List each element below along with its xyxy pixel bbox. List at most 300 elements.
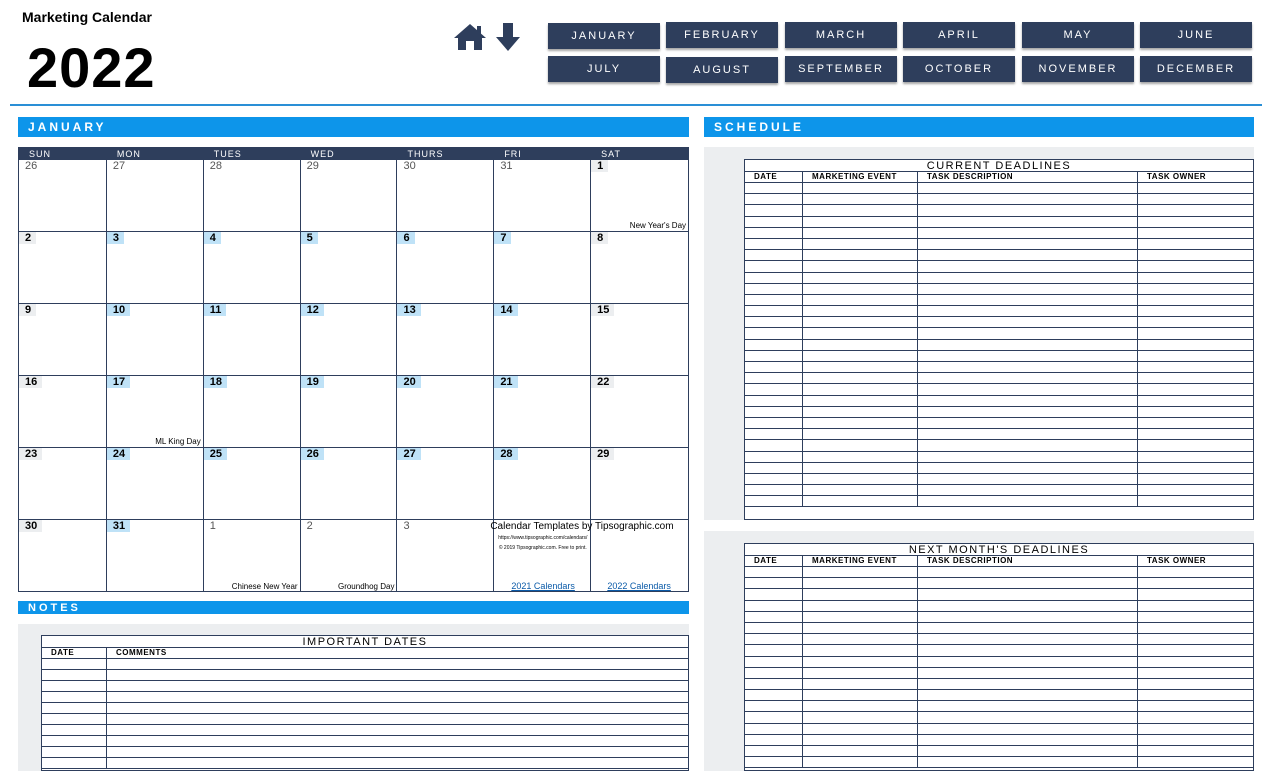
table-cell[interactable] (1138, 373, 1253, 383)
day-cell[interactable] (19, 160, 107, 232)
table-cell[interactable] (1138, 578, 1253, 588)
table-cell[interactable] (1138, 474, 1253, 484)
month-button-january[interactable]: JANUARY (548, 23, 660, 49)
table-cell[interactable] (745, 612, 803, 622)
table-cell[interactable] (918, 757, 1138, 767)
table-cell[interactable] (918, 250, 1138, 260)
table-cell[interactable] (745, 463, 803, 473)
table-row (745, 746, 1253, 757)
table-cell[interactable] (1138, 194, 1253, 204)
table-cell[interactable] (918, 362, 1138, 372)
table-cell[interactable] (918, 328, 1138, 338)
table-cell[interactable] (1138, 261, 1253, 271)
day-cell[interactable] (591, 232, 688, 304)
table-cell[interactable] (745, 724, 803, 734)
table-cell[interactable] (803, 384, 918, 394)
table-cell[interactable] (42, 681, 107, 691)
table-cell[interactable] (1138, 757, 1253, 767)
table-cell[interactable] (1138, 295, 1253, 305)
table-cell[interactable] (918, 317, 1138, 327)
table-cell[interactable] (1138, 634, 1253, 644)
table-cell[interactable] (107, 725, 688, 735)
table-cell[interactable] (918, 485, 1138, 495)
table-cell[interactable] (42, 747, 107, 757)
holiday-label: Groundhog Day (337, 582, 395, 591)
table-cell[interactable] (803, 701, 918, 711)
table-cell[interactable] (918, 295, 1138, 305)
table-cell[interactable] (745, 589, 803, 599)
table-row (745, 634, 1253, 645)
day-number: 13 (397, 304, 420, 316)
day-cell[interactable] (301, 520, 398, 592)
day-cell[interactable] (301, 376, 398, 448)
day-number: 14 (494, 304, 517, 316)
table-cell[interactable] (803, 712, 918, 722)
table-cell[interactable] (803, 362, 918, 372)
table-cell[interactable] (803, 589, 918, 599)
month-button-october[interactable]: OCTOBER (903, 56, 1015, 82)
day-cell[interactable] (204, 448, 301, 520)
table-cell[interactable] (803, 205, 918, 215)
down-arrow-icon[interactable] (494, 22, 522, 52)
table-cell[interactable] (745, 601, 803, 611)
table-cell[interactable] (918, 735, 1138, 745)
table-cell[interactable] (918, 452, 1138, 462)
table-cell[interactable] (803, 679, 918, 689)
table-row (745, 645, 1253, 656)
table-cell[interactable] (1138, 328, 1253, 338)
month-button-april[interactable]: APRIL (903, 22, 1015, 48)
table-cell[interactable] (1138, 340, 1253, 350)
table-row (745, 757, 1253, 768)
table-cell[interactable] (1138, 351, 1253, 361)
table-cell[interactable] (918, 217, 1138, 227)
table-cell[interactable] (1138, 690, 1253, 700)
table-cell[interactable] (107, 703, 688, 713)
table-cell[interactable] (918, 351, 1138, 361)
table-cell[interactable] (745, 373, 803, 383)
table-cell[interactable] (1138, 407, 1253, 417)
table-cell[interactable] (803, 623, 918, 633)
table-cell[interactable] (745, 634, 803, 644)
table-cell[interactable] (918, 440, 1138, 450)
table-cell[interactable] (1138, 217, 1253, 227)
table-cell[interactable] (1138, 657, 1253, 667)
day-cell[interactable] (301, 232, 398, 304)
day-cell[interactable] (397, 520, 494, 592)
table-cell[interactable] (1138, 496, 1253, 506)
table-cell[interactable] (1138, 284, 1253, 294)
credit-url[interactable]: https://www.tipsographic.com/calendars/ (498, 535, 588, 541)
day-cell[interactable] (107, 448, 204, 520)
table-cell[interactable] (745, 261, 803, 271)
day-cell[interactable] (301, 160, 398, 232)
day-cell[interactable] (591, 304, 688, 376)
table-cell[interactable] (745, 407, 803, 417)
table-cell[interactable] (918, 668, 1138, 678)
day-cell[interactable] (204, 232, 301, 304)
table-cell[interactable] (745, 735, 803, 745)
day-cell[interactable] (107, 160, 204, 232)
table-row (745, 578, 1253, 589)
table-cell[interactable] (1138, 429, 1253, 439)
table-cell[interactable] (918, 645, 1138, 655)
table-cell[interactable] (803, 645, 918, 655)
table-cell[interactable] (1138, 724, 1253, 734)
table-cell[interactable] (745, 712, 803, 722)
table-cell[interactable] (107, 714, 688, 724)
day-number: 31 (107, 520, 130, 532)
table-cell[interactable] (42, 714, 107, 724)
table-cell[interactable] (918, 712, 1138, 722)
table-cell[interactable] (803, 373, 918, 383)
table-cell[interactable] (42, 703, 107, 713)
month-button-june[interactable]: JUNE (1140, 22, 1252, 48)
day-cell[interactable] (19, 376, 107, 448)
month-button-march[interactable]: MARCH (785, 22, 897, 48)
table-cell[interactable] (918, 429, 1138, 439)
day-cell[interactable] (19, 448, 107, 520)
table-cell[interactable] (918, 701, 1138, 711)
table-cell[interactable] (803, 295, 918, 305)
table-cell[interactable] (1138, 485, 1253, 495)
day-cell[interactable] (397, 376, 494, 448)
day-cell[interactable] (19, 304, 107, 376)
table-cell[interactable] (107, 758, 688, 768)
table-cell[interactable] (803, 396, 918, 406)
table-cell[interactable] (803, 261, 918, 271)
table-cell[interactable] (803, 474, 918, 484)
table-cell[interactable] (918, 601, 1138, 611)
table-cell[interactable] (918, 690, 1138, 700)
table-cell[interactable] (803, 496, 918, 506)
table-cell[interactable] (803, 657, 918, 667)
day-number: 12 (301, 304, 324, 316)
table-cell[interactable] (1138, 396, 1253, 406)
table-cell[interactable] (745, 396, 803, 406)
table-cell[interactable] (1138, 463, 1253, 473)
table-cell[interactable] (803, 463, 918, 473)
table-cell[interactable] (1138, 228, 1253, 238)
table-cell[interactable] (803, 578, 918, 588)
table-cell[interactable] (745, 328, 803, 338)
table-cell[interactable] (1138, 623, 1253, 633)
table-cell[interactable] (803, 194, 918, 204)
table-cell[interactable] (745, 474, 803, 484)
table-cell[interactable] (745, 485, 803, 495)
link-2022-calendars[interactable]: 2022 Calendars (607, 581, 671, 591)
table-cell[interactable] (745, 239, 803, 249)
table-cell[interactable] (745, 429, 803, 439)
table-cell[interactable] (745, 757, 803, 767)
table-cell[interactable] (918, 418, 1138, 428)
table-cell[interactable] (918, 623, 1138, 633)
table-cell[interactable] (107, 747, 688, 757)
table-cell[interactable] (803, 328, 918, 338)
table-cell[interactable] (918, 589, 1138, 599)
day-cell[interactable] (107, 376, 204, 448)
table-cell[interactable] (745, 194, 803, 204)
table-cell[interactable] (803, 429, 918, 439)
table-cell[interactable] (803, 601, 918, 611)
table-cell[interactable] (745, 351, 803, 361)
table-row (745, 440, 1253, 451)
day-cell[interactable] (19, 232, 107, 304)
table-row (42, 681, 688, 692)
day-cell[interactable] (204, 376, 301, 448)
table-cell[interactable] (1138, 418, 1253, 428)
table-cell[interactable] (803, 407, 918, 417)
table-cell[interactable] (918, 273, 1138, 283)
day-cell[interactable] (204, 304, 301, 376)
table-cell[interactable] (745, 418, 803, 428)
table-cell[interactable] (918, 724, 1138, 734)
table-row (745, 228, 1253, 239)
table-cell[interactable] (745, 284, 803, 294)
table-cell[interactable] (918, 657, 1138, 667)
table-cell[interactable] (107, 670, 688, 680)
table-cell[interactable] (803, 735, 918, 745)
table-cell[interactable] (745, 668, 803, 678)
month-button-may[interactable]: MAY (1022, 22, 1134, 48)
table-cell[interactable] (803, 634, 918, 644)
day-cell[interactable] (19, 520, 107, 592)
table-cell[interactable] (745, 746, 803, 756)
day-cell[interactable] (397, 160, 494, 232)
day-cell[interactable] (494, 232, 591, 304)
day-cell[interactable] (107, 304, 204, 376)
table-cell[interactable] (803, 567, 918, 577)
table-cell[interactable] (918, 306, 1138, 316)
table-cell[interactable] (803, 668, 918, 678)
table-cell[interactable] (745, 217, 803, 227)
table-cell[interactable] (745, 496, 803, 506)
table-cell[interactable] (1138, 746, 1253, 756)
column-header-task-owner: TASK OWNER (1147, 172, 1207, 181)
table-cell[interactable] (803, 273, 918, 283)
table-cell[interactable] (803, 306, 918, 316)
table-cell[interactable] (918, 496, 1138, 506)
table-cell[interactable] (745, 679, 803, 689)
table-cell[interactable] (803, 284, 918, 294)
table-cell[interactable] (803, 250, 918, 260)
table-cell[interactable] (745, 645, 803, 655)
table-cell[interactable] (745, 440, 803, 450)
day-cell[interactable] (397, 232, 494, 304)
day-cell[interactable] (494, 160, 591, 232)
table-cell[interactable] (745, 250, 803, 260)
table-cell[interactable] (107, 736, 688, 746)
table-cell[interactable] (803, 317, 918, 327)
table-cell[interactable] (745, 340, 803, 350)
table-cell[interactable] (745, 567, 803, 577)
day-number: 29 (591, 448, 614, 460)
table-cell[interactable] (1138, 183, 1253, 193)
month-button-february[interactable]: FEBRUARY (666, 22, 778, 48)
table-cell[interactable] (803, 239, 918, 249)
table-cell[interactable] (1138, 440, 1253, 450)
day-number: 17 (107, 376, 130, 388)
table-cell[interactable] (745, 295, 803, 305)
column-header-task-description: TASK DESCRIPTION (918, 556, 1138, 566)
table-cell[interactable] (1138, 679, 1253, 689)
table-cell[interactable] (1138, 612, 1253, 622)
table-cell[interactable] (918, 407, 1138, 417)
table-cell[interactable] (918, 567, 1138, 577)
day-number: 28 (209, 160, 222, 172)
table-cell[interactable] (918, 261, 1138, 271)
table-cell[interactable] (107, 692, 688, 702)
table-cell[interactable] (1138, 452, 1253, 462)
table-cell[interactable] (745, 183, 803, 193)
table-cell[interactable] (745, 228, 803, 238)
table-cell[interactable] (1138, 601, 1253, 611)
table-cell[interactable] (1138, 567, 1253, 577)
home-icon[interactable] (453, 22, 487, 52)
table-cell[interactable] (918, 746, 1138, 756)
day-cell[interactable] (494, 448, 591, 520)
table-cell[interactable] (918, 612, 1138, 622)
day-cell[interactable] (494, 376, 591, 448)
table-cell[interactable] (1138, 317, 1253, 327)
day-cell[interactable] (107, 520, 204, 592)
table-cell[interactable] (107, 681, 688, 691)
month-button-november[interactable]: NOVEMBER (1022, 56, 1134, 82)
table-cell[interactable] (1138, 589, 1253, 599)
table-cell[interactable] (918, 396, 1138, 406)
table-cell[interactable] (745, 362, 803, 372)
table-cell[interactable] (1138, 668, 1253, 678)
table-cell[interactable] (42, 736, 107, 746)
table-cell[interactable] (918, 284, 1138, 294)
table-cell[interactable] (745, 306, 803, 316)
month-button-december[interactable]: DECEMBER (1140, 56, 1252, 82)
table-cell[interactable] (918, 463, 1138, 473)
table-cell[interactable] (803, 452, 918, 462)
table-cell[interactable] (745, 205, 803, 215)
day-cell[interactable] (397, 448, 494, 520)
table-cell[interactable] (42, 758, 107, 768)
column-header-date: DATE (42, 648, 107, 658)
day-number: 27 (397, 448, 420, 460)
link-2021-calendars[interactable]: 2021 Calendars (511, 581, 575, 591)
table-cell[interactable] (1138, 362, 1253, 372)
table-cell[interactable] (1138, 205, 1253, 215)
day-cell[interactable] (494, 304, 591, 376)
table-cell[interactable] (803, 485, 918, 495)
table-cell[interactable] (42, 659, 107, 669)
table-cell[interactable] (1138, 250, 1253, 260)
table-cell[interactable] (1138, 712, 1253, 722)
day-cell[interactable] (107, 232, 204, 304)
table-cell[interactable] (107, 659, 688, 669)
table-cell[interactable] (803, 690, 918, 700)
table-cell[interactable] (1138, 735, 1253, 745)
current-deadlines-panel (704, 147, 1254, 520)
table-cell[interactable] (803, 724, 918, 734)
table-cell[interactable] (1138, 645, 1253, 655)
day-cell[interactable] (301, 448, 398, 520)
day-cell[interactable] (591, 160, 688, 232)
table-cell[interactable] (1138, 273, 1253, 283)
table-cell[interactable] (803, 217, 918, 227)
table-cell[interactable] (803, 746, 918, 756)
table-cell[interactable] (918, 205, 1138, 215)
table-cell[interactable] (803, 228, 918, 238)
day-cell[interactable] (204, 160, 301, 232)
table-cell[interactable] (803, 183, 918, 193)
table-cell[interactable] (803, 612, 918, 622)
column-header-task-description: TASK DESCRIPTION (918, 172, 1138, 182)
day-cell[interactable] (591, 376, 688, 448)
table-cell[interactable] (745, 273, 803, 283)
table-cell[interactable] (42, 725, 107, 735)
calendar-week (19, 448, 688, 520)
table-cell[interactable] (745, 657, 803, 667)
table-row (42, 714, 688, 725)
table-cell[interactable] (918, 183, 1138, 193)
day-cell[interactable] (301, 304, 398, 376)
table-cell[interactable] (42, 670, 107, 680)
month-button-september[interactable]: SEPTEMBER (785, 56, 897, 82)
table-row (42, 758, 688, 769)
table-cell[interactable] (918, 194, 1138, 204)
table-row (745, 317, 1253, 328)
table-cell[interactable] (803, 440, 918, 450)
day-cell[interactable] (397, 304, 494, 376)
table-row (745, 712, 1253, 723)
month-button-august[interactable]: AUGUST (666, 57, 778, 83)
table-cell[interactable] (745, 690, 803, 700)
table-row (745, 429, 1253, 440)
table-cell[interactable] (745, 317, 803, 327)
table-cell[interactable] (745, 452, 803, 462)
table-cell[interactable] (918, 384, 1138, 394)
table-cell[interactable] (1138, 306, 1253, 316)
table-cell[interactable] (918, 474, 1138, 484)
table-cell[interactable] (1138, 384, 1253, 394)
table-row (42, 725, 688, 736)
table-cell[interactable] (918, 578, 1138, 588)
table-cell[interactable] (42, 692, 107, 702)
day-cell[interactable] (204, 520, 301, 592)
day-number: 2 (19, 232, 36, 244)
table-cell[interactable] (803, 757, 918, 767)
month-button-july[interactable]: JULY (548, 56, 660, 82)
day-cell[interactable] (591, 448, 688, 520)
table-cell[interactable] (1138, 239, 1253, 249)
table-cell[interactable] (803, 418, 918, 428)
notes-panel (18, 624, 689, 771)
table-cell[interactable] (745, 623, 803, 633)
credit-title: Calendar Templates by Tipsographic.com (490, 521, 674, 532)
table-cell[interactable] (803, 340, 918, 350)
table-cell[interactable] (918, 679, 1138, 689)
table-cell[interactable] (745, 578, 803, 588)
table-cell[interactable] (803, 351, 918, 361)
table-cell[interactable] (1138, 701, 1253, 711)
table-cell[interactable] (918, 373, 1138, 383)
table-cell[interactable] (918, 340, 1138, 350)
table-cell[interactable] (918, 634, 1138, 644)
table-cell[interactable] (745, 384, 803, 394)
current-deadlines-title: CURRENT DEADLINES (745, 160, 1253, 172)
table-cell[interactable] (745, 701, 803, 711)
table-row (745, 474, 1253, 485)
table-cell[interactable] (918, 228, 1138, 238)
day-number: 5 (301, 232, 318, 244)
table-cell[interactable] (918, 239, 1138, 249)
